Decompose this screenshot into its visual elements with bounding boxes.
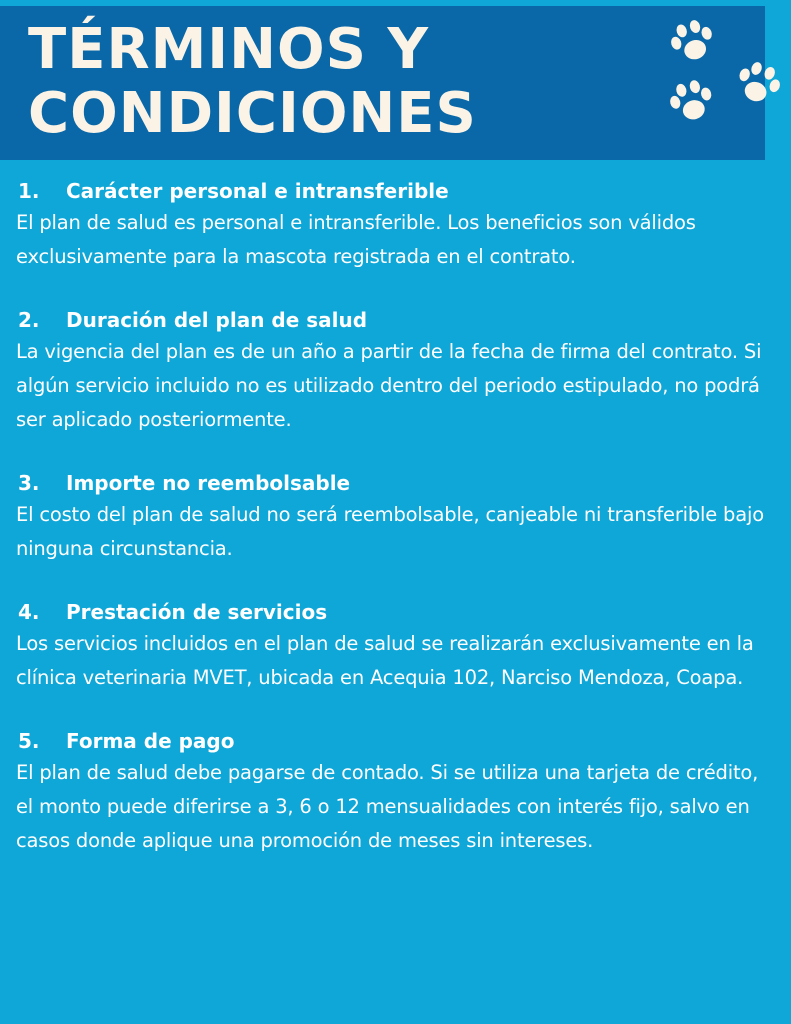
- term-number: 5.: [18, 729, 40, 753]
- term-text: El costo del plan de salud no será reembolsable, canjeable ni transferible bajo ninguna circunstancia.: [16, 503, 764, 560]
- page-title-line-2: CONDICIONES: [28, 81, 477, 146]
- term-text: Los servicios incluidos en el plan de salud se realizarán exclusivamente en la clínica veterinaria MVET, ubicada en Acequia 102, Narciso Mendoza, Coapa.: [16, 632, 754, 689]
- term-heading: [16, 305, 778, 335]
- page-title-line-1: TÉRMINOS Y: [28, 17, 429, 82]
- term-number: 3.: [18, 471, 40, 495]
- page-title: [28, 18, 477, 146]
- term-text: El plan de salud es personal e intransferible. Los beneficios son válidos exclusivamente para la mascota registrada en el contrato.: [16, 211, 696, 268]
- term-text: El plan de salud debe pagarse de contado. Si se utiliza una tarjeta de crédito, el monto puede diferirse a 3, 6 o 12 mensualidades con interés fijo, salvo en casos donde aplique una promoción de meses sin intereses.: [16, 761, 759, 852]
- term-number: 2.: [18, 308, 40, 332]
- term-title: Carácter personal e intransferible: [66, 179, 449, 203]
- term-number: 4.: [18, 600, 40, 624]
- term-heading: [16, 726, 778, 756]
- term-section-1: [16, 176, 778, 274]
- term-title: Forma de pago: [66, 729, 235, 753]
- term-number: 1.: [18, 179, 40, 203]
- term-section-3: [16, 468, 778, 566]
- term-heading: [16, 176, 778, 206]
- term-section-2: [16, 305, 778, 437]
- term-section-4: [16, 597, 778, 695]
- term-title: Duración del plan de salud: [66, 308, 368, 332]
- term-heading: [16, 468, 778, 498]
- term-title: Prestación de servicios: [66, 600, 328, 624]
- term-text: La vigencia del plan es de un año a partir de la fecha de firma del contrato. Si algún servicio incluido no es utilizado dentro del periodo estipulado, no podrá ser aplicado posteriormente.: [16, 340, 762, 431]
- term-section-5: [16, 726, 778, 858]
- term-heading: [16, 597, 778, 627]
- terms-list: [16, 176, 778, 889]
- term-title: Importe no reembolsable: [66, 471, 351, 495]
